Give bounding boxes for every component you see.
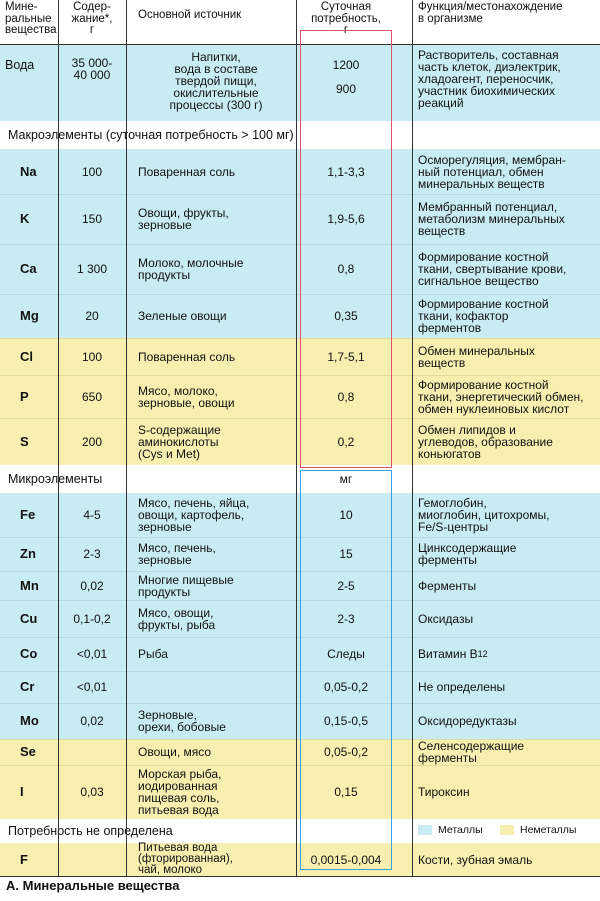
element-source: Мясо, печень, зерновые	[138, 541, 216, 567]
element-content: <0,01	[76, 647, 108, 661]
element-function: Цинксодержащие ферменты	[418, 541, 517, 567]
element-need: 0,8	[337, 262, 355, 276]
micro-row-fe	[0, 493, 600, 537]
element-need: 1,1-3,3	[327, 164, 365, 179]
micro-row-cu	[0, 600, 600, 637]
legend-metals-label: Металлы	[438, 824, 483, 836]
element-function: Обмен липидов и углеводов, образование коньюгатов	[418, 422, 553, 461]
element-content: 0,1-0,2	[73, 611, 111, 626]
micro-row-mn	[0, 571, 600, 600]
metals-swatch	[418, 825, 432, 835]
micro-row-i	[0, 765, 600, 819]
element-symbol: P	[20, 388, 29, 404]
element-need: 0,05-0,2	[323, 680, 369, 694]
header-daily-need: Суточная потребность, г	[311, 1, 381, 36]
macro-row-p	[0, 375, 600, 418]
col-separator	[412, 0, 413, 876]
element-need: 0,05-0,2	[323, 745, 369, 759]
figure-caption: А. Минеральные вещества	[6, 878, 180, 893]
element-symbol: Fe	[20, 507, 36, 522]
element-symbol: K	[20, 211, 30, 226]
water-source: Напитки, вода в составе твердой пищи, окислительные процессы (300 г)	[169, 50, 263, 112]
water-function: Растворитель, составная часть клеток, диэлектрик, хладоагент, переносчик, участник биохимических реакций	[418, 48, 561, 110]
macro-row-k	[0, 194, 600, 244]
element-function: Формирование костной ткани, энергетический обмен, обмен нуклеиновых кислот	[418, 377, 584, 416]
element-source: Поваренная соль	[138, 349, 236, 364]
element-need: 10	[339, 508, 353, 522]
element-function: Оксидоредуктазы	[418, 714, 517, 728]
element-content: 100	[81, 164, 103, 179]
water-name: Вода	[5, 58, 35, 72]
element-need: 0,8	[337, 389, 355, 404]
header-source: Основной источник	[138, 9, 242, 21]
element-need: 0,2	[337, 434, 355, 449]
element-source: Поваренная соль	[138, 164, 236, 179]
element-content: 150	[81, 212, 103, 226]
element-function: Не определены	[418, 680, 506, 694]
water-need: 1200 900	[332, 58, 360, 96]
macro-row-cl	[0, 338, 600, 375]
element-symbol: Mg	[20, 308, 39, 323]
micro-row-mo	[0, 703, 600, 739]
element-source	[126, 671, 294, 703]
element-symbol: Se	[20, 744, 36, 759]
element-source: Морская рыба, иодированная пищевая соль, питьевая вода	[138, 767, 222, 817]
element-content: 100	[81, 349, 103, 364]
element-content: 0,02	[80, 578, 104, 593]
fluorine-function: Кости, зубная эмаль	[418, 852, 533, 867]
element-symbol: Co	[20, 646, 38, 661]
macro-row-mg	[0, 294, 600, 338]
header-content: Содер- жание*, г	[71, 1, 113, 36]
fluorine-source: Питьевая вода (фторированная), чай, молоко	[138, 842, 233, 876]
col-separator	[58, 0, 59, 876]
element-function: Мембранный потенциал, метаболизм минеральных веществ	[418, 200, 565, 238]
nonmetals-swatch	[500, 825, 514, 835]
element-symbol: Ca	[20, 261, 37, 276]
element-source: Мясо, печень, яйца, овощи, картофель, зерновые	[138, 496, 250, 534]
element-symbol: S	[20, 433, 29, 449]
element-need: 15	[339, 547, 353, 561]
col-separator	[296, 0, 297, 876]
element-source: Рыба	[138, 647, 168, 661]
micro-row-se	[0, 739, 600, 765]
element-symbol: Cl	[20, 348, 33, 364]
element-content: 20	[85, 309, 99, 323]
water-content: 35 000- 40 000	[71, 56, 113, 82]
element-symbol: Na	[20, 163, 37, 179]
element-symbol: Cu	[20, 610, 38, 626]
col-separator	[126, 0, 127, 876]
legend-nonmetals	[500, 824, 576, 836]
element-content: <0,01	[76, 680, 108, 694]
macro-row-s	[0, 418, 600, 465]
element-source: S-содержащие аминокислоты (Cys и Met)	[138, 422, 221, 461]
element-function: Гемоглобин, миоглобин, цитохромы, Fe/S-центры	[418, 496, 550, 534]
header-function: Функция/местонахождение в организме	[418, 1, 563, 25]
function-subscript: 12	[477, 649, 488, 659]
macro-row-ca	[0, 244, 600, 294]
element-content	[58, 739, 126, 765]
table-header	[0, 0, 600, 44]
element-symbol: Zn	[20, 546, 36, 561]
element-function: Осморегуляция, мембран- ный потенциал, обмен минеральных веществ	[418, 152, 566, 191]
element-need: 2-5	[337, 578, 355, 593]
element-symbol: I	[20, 784, 24, 799]
water-row	[0, 45, 600, 121]
element-need: 2-3	[337, 611, 355, 626]
fluorine-name: F	[20, 851, 28, 867]
element-need: 1,7-5,1	[327, 349, 365, 364]
element-content: 650	[81, 389, 103, 404]
element-symbol: Mn	[20, 577, 39, 593]
element-function: Тироксин	[418, 785, 470, 799]
element-function: Оксидазы	[418, 611, 474, 626]
fluorine-content	[58, 843, 126, 876]
element-function: Формирование костной ткани, кофактор ферментов	[418, 297, 549, 335]
element-content: 2-3	[83, 547, 101, 561]
element-symbol: Cr	[20, 679, 35, 694]
fluorine-row	[0, 843, 600, 876]
macro-row-na	[0, 149, 600, 194]
element-function: Формирование костной ткани, свертывание крови, сигнальное вещество	[418, 250, 567, 288]
macro-section-title: Макроэлементы (суточная потребность > 100 мг)	[8, 128, 294, 142]
element-source: Мясо, овощи, фрукты, рыба	[138, 605, 216, 632]
element-need: 1,9-5,6	[327, 212, 365, 226]
element-source: Зеленые овощи	[138, 309, 227, 323]
element-source: Молоко, молочные продукты	[138, 256, 244, 282]
element-function: Селенсодержащие ферменты	[418, 739, 525, 765]
micro-section-title: Микроэлементы	[8, 472, 103, 486]
micro-row-zn	[0, 537, 600, 571]
element-source: Овощи, фрукты, зерновые	[138, 206, 229, 232]
header-minerals: Мине- ральные вещества	[5, 1, 57, 36]
element-source: Мясо, молоко, зерновые, овощи	[138, 383, 235, 410]
element-source: Овощи, мясо	[138, 745, 212, 759]
fluorine-need: 0,0015-0,004	[310, 852, 382, 867]
element-source: Многие пищевые продукты	[138, 572, 234, 599]
element-content: 0,03	[80, 785, 104, 799]
undetermined-section-title: Потребность не определена	[8, 824, 173, 838]
element-need: Следы	[327, 647, 365, 661]
element-content: 1 300	[76, 262, 108, 276]
element-function: Витамин B 12	[418, 647, 488, 661]
element-need: 0,15	[334, 785, 358, 799]
element-need: 0,35	[334, 309, 358, 323]
element-content: 0,02	[80, 714, 104, 728]
element-function: Обмен минеральных веществ	[418, 343, 535, 370]
element-need: 0,15-0,5	[323, 714, 369, 728]
legend-nonmetals-label: Неметаллы	[520, 824, 577, 836]
element-source: Зерновые, орехи, бобовые	[138, 708, 226, 734]
element-symbol: Mo	[20, 713, 39, 728]
micro-row-cr	[0, 671, 600, 703]
element-function: Ферменты	[418, 578, 477, 593]
micro-unit: мг	[339, 472, 353, 486]
legend-metals	[418, 824, 483, 836]
micro-row-co	[0, 637, 600, 671]
element-content: 200	[81, 434, 103, 449]
element-content: 4-5	[83, 508, 101, 522]
